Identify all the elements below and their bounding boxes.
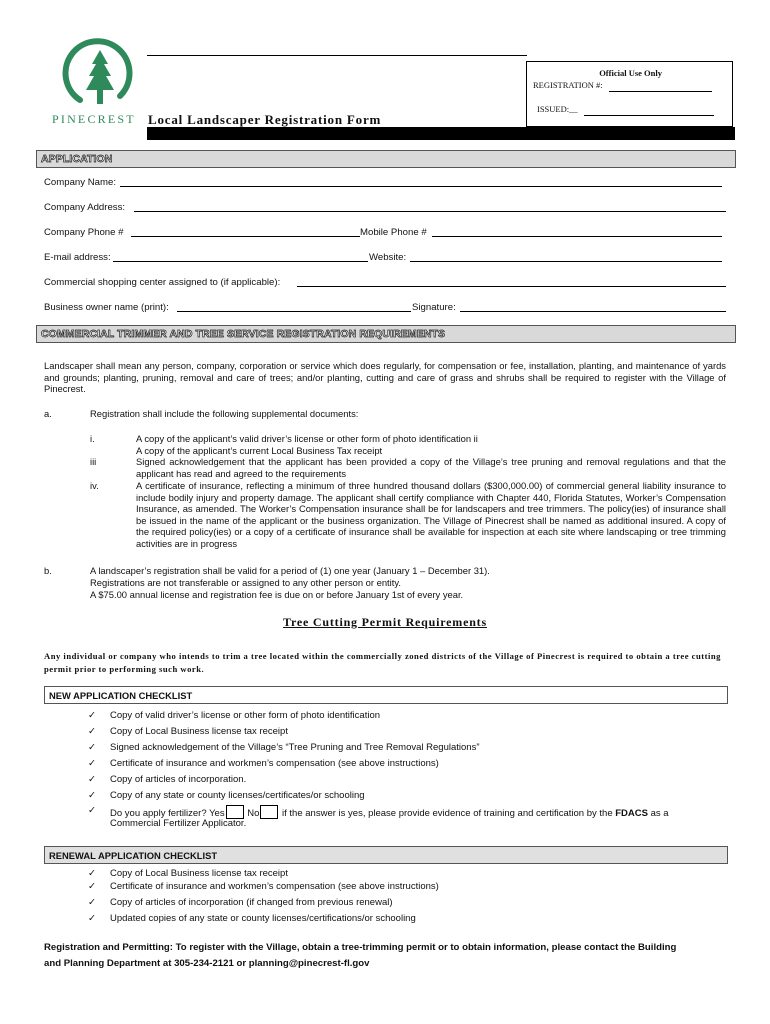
check-icon: ✓ (88, 790, 96, 801)
check-icon: ✓ (88, 913, 96, 924)
sub-iii-marker: iii (90, 456, 97, 467)
logo-tree (86, 50, 114, 104)
registration-number-label: REGISTRATION #: (533, 80, 603, 90)
landscaper-definition: Landscaper shall mean any person, company, corporation or service which does regularly, for compensation or fee, installation, planting, and maintenance of yards and grounds; planting, pruning, removal and care of trees; and/or planting, cutting and care of grass and shrubs shall be required to register with the Village of Pinecrest. (44, 360, 726, 394)
shopping-center-label: Commercial shopping center assigned to (if applicable): (44, 277, 281, 288)
item-b-line-2: Registrations are not transferable or assigned to any other person or entity. (90, 577, 401, 588)
check-icon: ✓ (88, 897, 96, 908)
company-address-label: Company Address: (44, 202, 126, 213)
item-b-line-3: A $75.00 annual license and registration fee is due on or before January 1st of every year. (90, 589, 464, 600)
fertilizer-yes-checkbox[interactable] (226, 805, 244, 819)
email-field[interactable] (113, 261, 368, 262)
shopping-center-field[interactable] (297, 286, 726, 287)
check-icon: ✓ (88, 758, 96, 769)
application-section-header (36, 150, 736, 168)
website-label: Website: (369, 252, 407, 263)
form-title: Local Landscaper Registration Form (148, 112, 382, 127)
fertilizer-no-checkbox[interactable] (260, 805, 278, 819)
signature-label: Signature: (412, 302, 456, 313)
renewal-checklist-title: RENEWAL APPLICATION CHECKLIST (49, 850, 218, 861)
item-b-line-1: A landscaper’s registration shall be valid for a period of (1) one year (January 1 – December 31). (90, 565, 490, 576)
renewal-checklist-header (44, 846, 728, 864)
contact-line-2: and Planning Department at 305-234-2121 or planning@pinecrest-fl.gov (44, 958, 370, 969)
logo-wordmark: PINECREST (52, 112, 136, 126)
check-icon: ✓ (88, 805, 96, 816)
registration-number-field[interactable] (609, 91, 712, 92)
check-icon: ✓ (88, 774, 96, 785)
sub-i-marker: i. (90, 433, 95, 444)
check-icon: ✓ (88, 881, 96, 892)
item-a-marker: a. (44, 408, 52, 419)
requirements-section-title: COMMERCIAL TRIMMER AND TREE SERVICE REGISTRATION REQUIREMENTS (41, 328, 446, 340)
company-name-field[interactable] (120, 186, 722, 187)
sub-i-text: A copy of the applicant’s valid driver’s license or other form of photo identification ii (136, 433, 478, 444)
new-checklist-title: NEW APPLICATION CHECKLIST (49, 690, 193, 701)
email-label: E-mail address: (44, 252, 111, 263)
owner-name-label: Business owner name (print): (44, 302, 169, 313)
check-icon: ✓ (88, 726, 96, 737)
sub-ii-text: A copy of the applicant’s current Local Business Tax receipt (136, 444, 383, 456)
company-name-label: Company Name: (44, 177, 116, 188)
official-use-title: Official Use Only (599, 68, 662, 78)
sub-iii-text: Signed acknowledgement that the applicant has been provided a copy of the Village’s tree pruning and removal regulations and that the applicant has read and agreed to the requirements (136, 456, 726, 479)
owner-name-field[interactable] (177, 311, 411, 312)
company-address-field[interactable] (134, 211, 726, 212)
sub-iv-marker: iv. (90, 480, 99, 491)
contact-line-1: Registration and Permitting: To register with the Village, obtain a tree-trimming permit or to obtain information, please contact the Building (44, 942, 677, 953)
new-checklist-header (44, 686, 728, 704)
check-icon: ✓ (88, 710, 96, 721)
tree-cutting-text: Any individual or company who intends to trim a tree located within the commercially zoned districts of the Village of Pinecrest is required to obtain a tree cutting permit prior to performing such work. (44, 651, 721, 674)
issued-field[interactable] (584, 115, 714, 116)
company-phone-field[interactable] (131, 236, 360, 237)
website-field[interactable] (410, 261, 722, 262)
mobile-phone-field[interactable] (432, 236, 722, 237)
header-bar (147, 127, 735, 140)
header-rule (147, 55, 527, 56)
requirements-section-header (36, 325, 736, 343)
item-b-marker: b. (44, 565, 52, 576)
item-a-text: Registration shall include the following supplemental documents: (90, 408, 359, 419)
issued-label: ISSUED:__ (537, 104, 578, 114)
check-icon: ✓ (88, 868, 96, 879)
tree-cutting-title: Tree Cutting Permit Requirements (283, 615, 487, 629)
check-icon: ✓ (88, 742, 96, 753)
company-phone-label: Company Phone # (44, 227, 124, 238)
mobile-phone-label: Mobile Phone # (360, 227, 427, 238)
application-section-title: APPLICATION (41, 153, 113, 165)
sub-iv-text: A certificate of insurance, reflecting a minimum of three hundred thousand dollars ($300,000.00) of commercial general liability insurance to include bodily injury and property damage. The applicant shall certify compliance with Chapter 440, Florida Statutes, Worker’s Compensation Insurance, as amended. The Worker’s Compensation insurance shall be for landscapers and tree trimmers. The policy(ies) of insurance shall be issued in the name of the applicant or the business organization. The Village of Pinecrest shall be named as additional insured. A copy of the required policy(ies) or a copy of a certificate of insurance shall be available for inspection at each site where landscaping or tree trimming activities are in progress (136, 480, 726, 549)
signature-field[interactable] (460, 311, 726, 312)
contact-footer (44, 940, 734, 972)
